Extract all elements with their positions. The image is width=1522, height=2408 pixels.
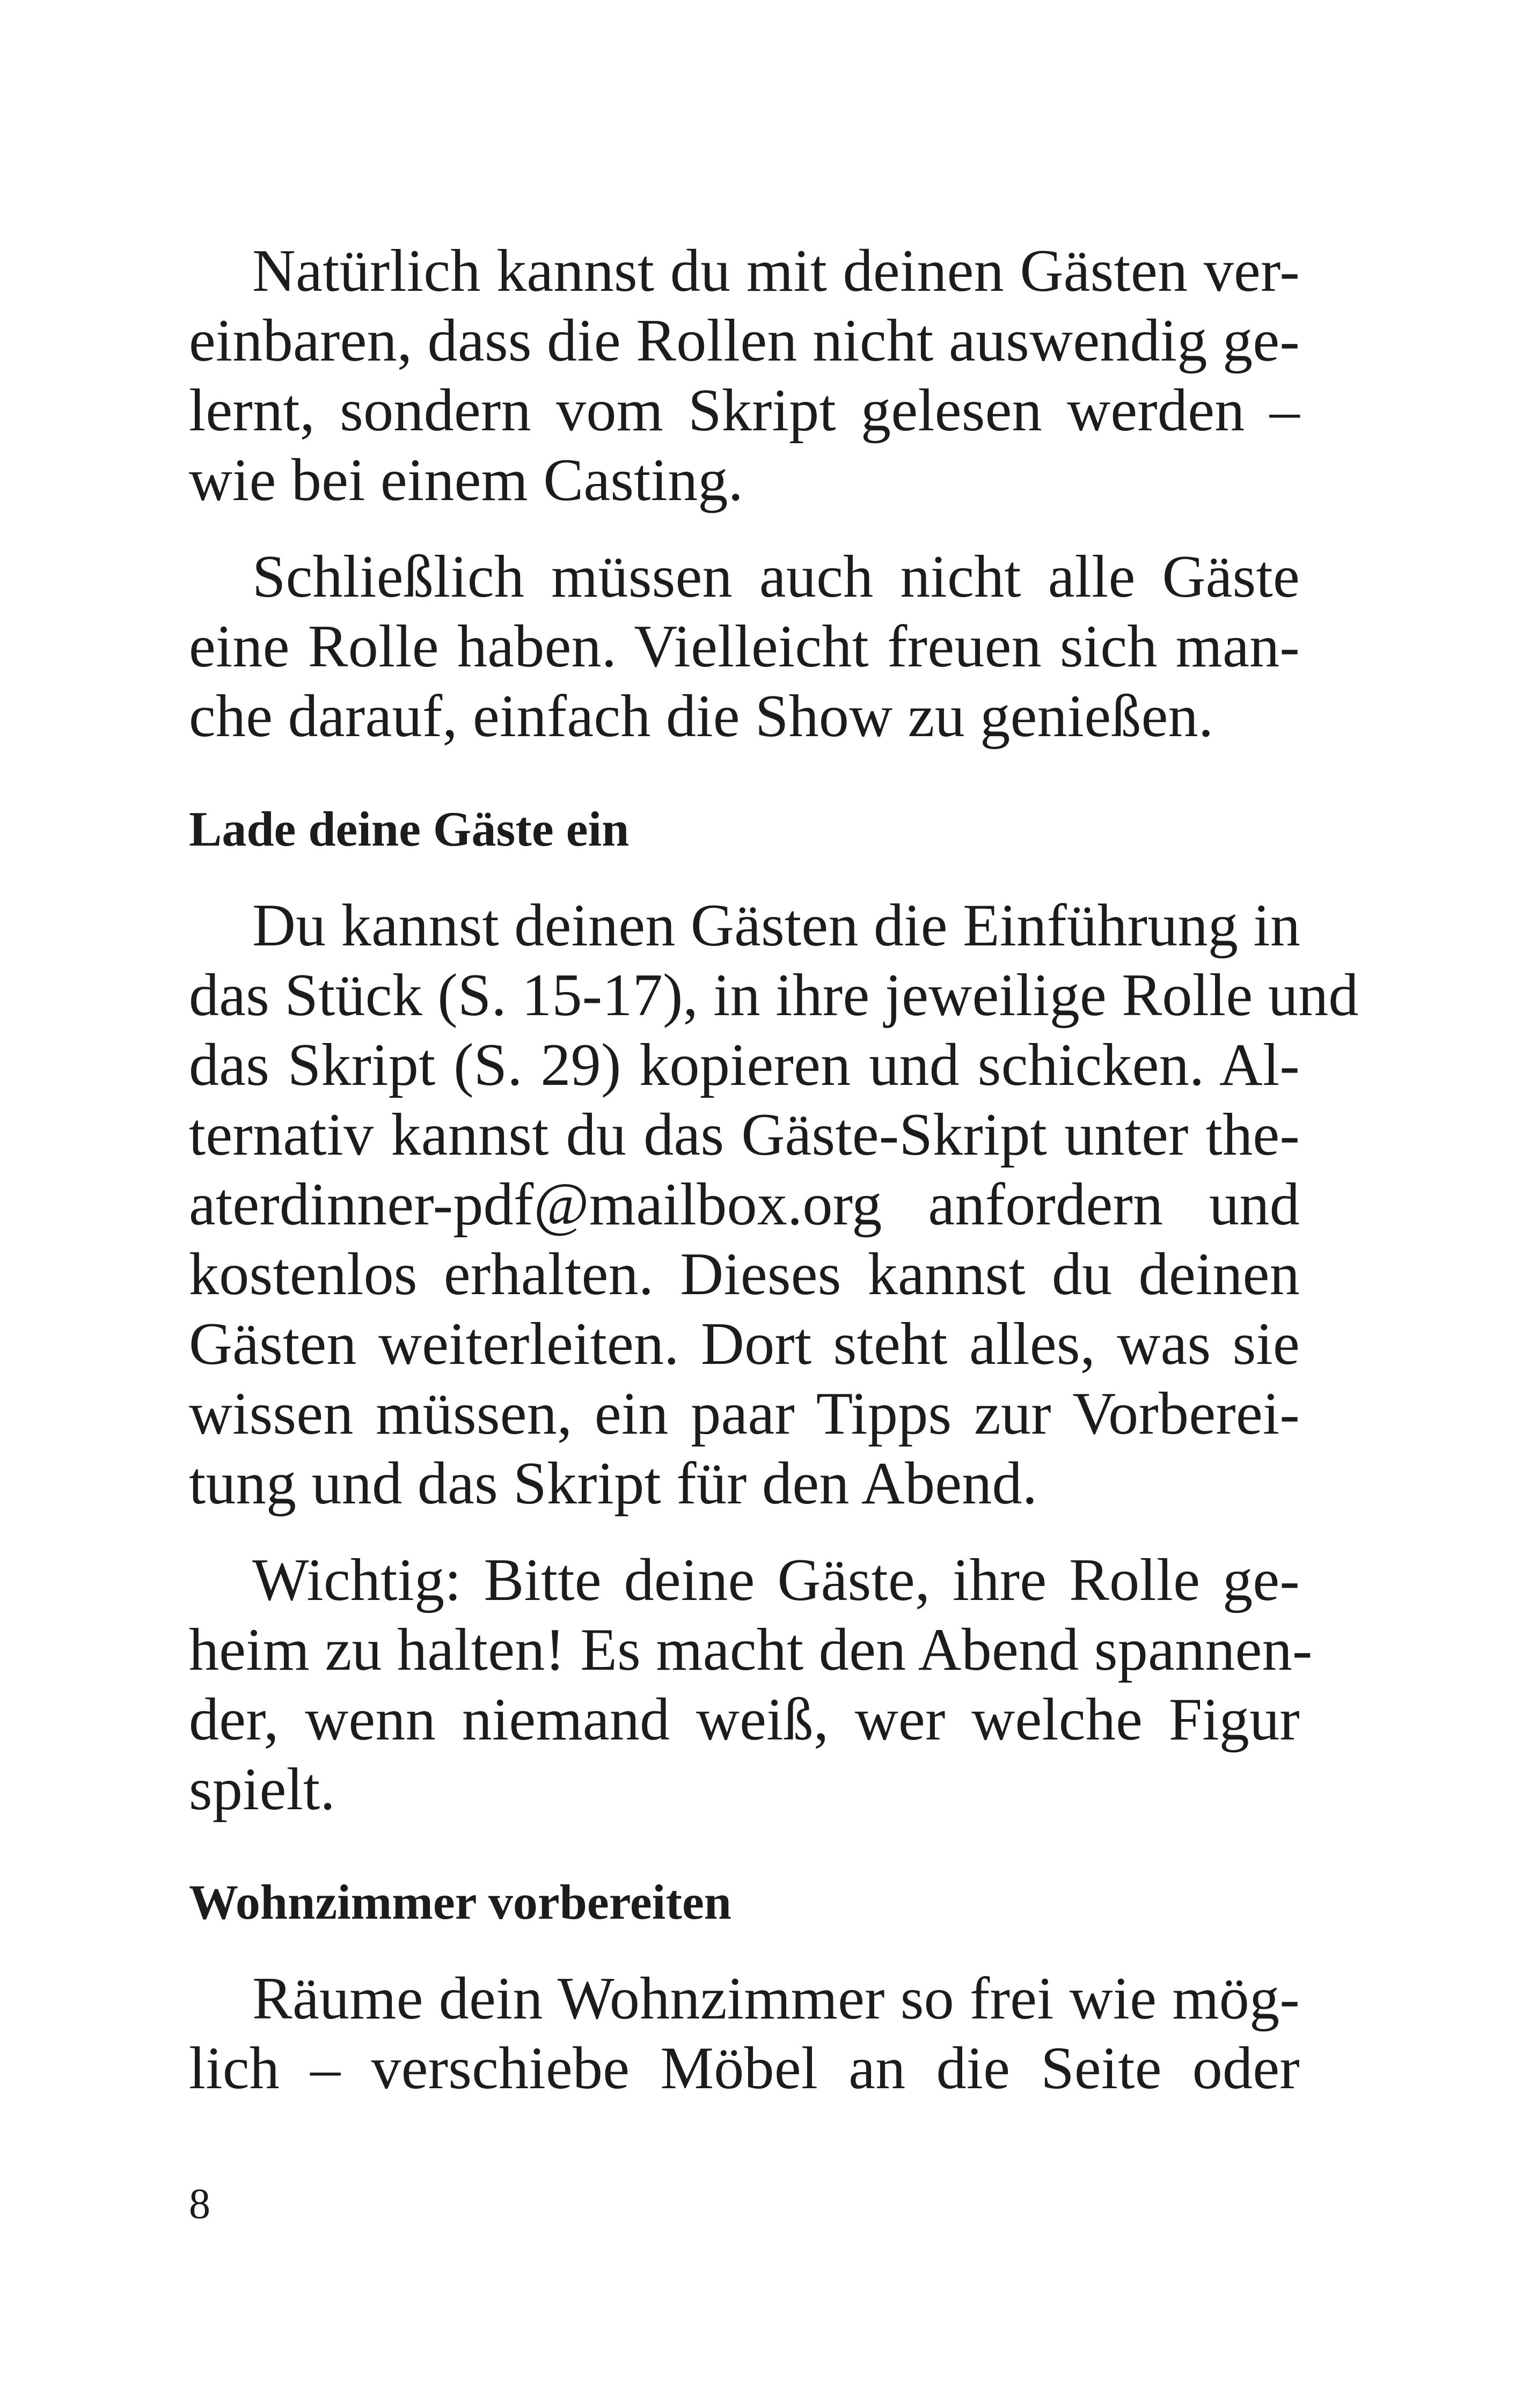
text-line: Schließlich müssen auch nicht alle Gäste bbox=[252, 544, 1300, 610]
text-line: der, wenn niemand weiß, wer welche Figur bbox=[189, 1686, 1300, 1753]
text-line: heim zu halten! Es macht den Abend spannen- bbox=[189, 1617, 1313, 1683]
text-line: tung und das Skript für den Abend. bbox=[189, 1450, 1038, 1517]
text-line: Wichtig: Bitte deine Gäste, ihre Rolle ge- bbox=[252, 1547, 1300, 1613]
text-line: ternativ kannst du das Gäste-Skript unter the- bbox=[189, 1102, 1300, 1168]
text-line: kostenlos erhalten. Dieses kannst du deinen bbox=[189, 1241, 1300, 1308]
text-line: aterdinner-pdf@mailbox.org anfordern und bbox=[189, 1171, 1300, 1238]
text-line: das Skript (S. 29) kopieren und schicken. Al- bbox=[189, 1032, 1300, 1098]
section-heading: Wohnzimmer vorbereiten bbox=[189, 1875, 731, 1929]
text-line: Natürlich kannst du mit deinen Gästen ver- bbox=[252, 238, 1300, 304]
text-line: spielt. bbox=[189, 1756, 335, 1823]
text-line: Räume dein Wohnzimmer so frei wie mög- bbox=[252, 1965, 1300, 2032]
text-line: lich – verschiebe Möbel an die Seite oder bbox=[189, 2035, 1300, 2102]
text-line: wie bei einem Casting. bbox=[189, 447, 744, 513]
text-line: einbaren, dass die Rollen nicht auswendig ge- bbox=[189, 307, 1300, 374]
text-line: Gästen weiterleiten. Dort steht alles, was sie bbox=[189, 1311, 1300, 1377]
text-line: lernt, sondern vom Skript gelesen werden – bbox=[189, 377, 1300, 444]
text-line: das Stück (S. 15-17), in ihre jeweilige Rolle und bbox=[189, 962, 1359, 1029]
section-heading: Lade deine Gäste ein bbox=[189, 802, 630, 856]
page-number: 8 bbox=[189, 2181, 210, 2228]
text-line: che darauf, einfach die Show zu genießen. bbox=[189, 683, 1214, 750]
text-line: wissen müssen, ein paar Tipps zur Vorberei- bbox=[189, 1381, 1300, 1447]
text-line: eine Rolle haben. Vielleicht freuen sich man- bbox=[189, 613, 1300, 680]
text-line: Du kannst deinen Gästen die Einführung in bbox=[252, 892, 1301, 959]
